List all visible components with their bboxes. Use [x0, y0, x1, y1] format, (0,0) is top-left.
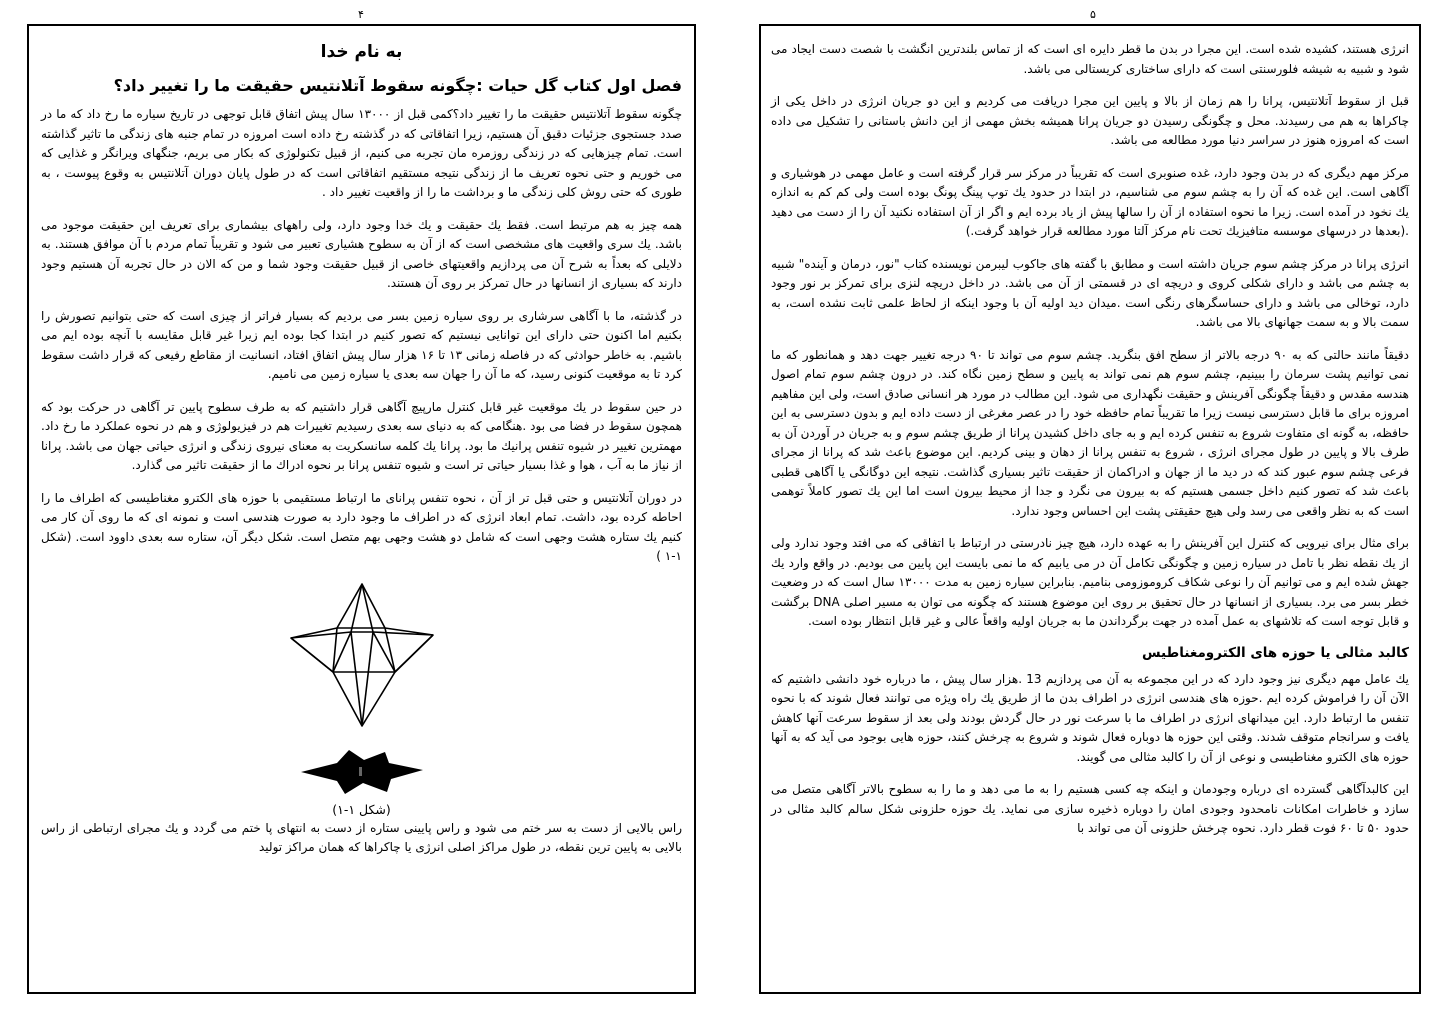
- right-page: [759, 24, 1421, 994]
- paragraph: قبل از سقوط آتلانتیس، پرانا را هم زمان از بالا و پایین این مجرا دریافت می کردیم و این دو جریان انرژی در داخل یکی از چاکراها به هم می رسیدند. محل و چگونگی رسیدن دو جریان پرانا همیشه بخش مهمی از این دانش باستانی را تشکیل می داده است که امروزه هنوز در سراسر دنیا مورد مطالعه می باشد.: [771, 94, 1409, 147]
- paragraph: انرژی پرانا در مرکز چشم سوم جریان داشته است و مطابق با گفته های جاکوب لیبرمن نویسنده کتاب "نور، درمان و آینده" شبیه به چشم می باشد و دارای شکلی کروی و دریچه ای در قسمتی از آن می باشد. در داخل دریچه لنزی برای تمرکز بر نور وجود دارد، توخالی می باشد و دارای حساسگرهای رنگی است .میدان دید اولیه آن با وجود اینکه از لحاظ علمی ثابت نشده است، به سمت بالا و به سمت جهانهای بالا می باشد.: [771, 256, 1409, 329]
- star-silhouette-icon: [297, 748, 427, 796]
- paragraph: همه چیز به هم مرتبط است. فقط یك حقیقت و یك خدا وجود دارد، ولی راههای بیشماری برای تعریف این حقیقت موجود می باشد. یك سری واقعیت های مشخصی است که از آن به سطوح هشیاری تعبیر می شود و تقریباً تمام مردم با آن موافق هستند. به دلایلی که بعداً به شرح آن می پردازیم واقعیتهای خاصی از قبیل حقیقت وجود شما و من که الان در حال تجربه آن هستیم وجود دارند که بسیاری از انسانها در حال تمرکز بر روی آن هستند.: [41, 217, 682, 290]
- paragraph: در گذشته، ما با آگاهی سرشاری بر روی سیاره زمین بسر می بردیم که بسیار فراتر از چیزی است که حتی بتوانیم تصورش را بکنیم اما اکنون حتی دارای این توانایی نیستیم که تصور کنیم در ابتدا کجا بوده ایم زیرا غیر قابل مقایسه با آنچه بوده ایم می باشیم. به خاطر حوادثی که در فاصله زمانی ۱۳ تا ۱۶ هزار سال پیش اتفاق افتاد، انسانیت از مقاطع رفیعی که قرار داشت سقوط کرد تا به موقعیت کنونی رسید، که ما آن را جهان سه بعدی یا سیاره زمین می نامیم.: [41, 308, 682, 381]
- paragraph: چگونه سقوط آتلانتیس حقیقت ما را تغییر داد؟کمی قبل از ۱۳۰۰۰ سال پیش اتفاق قابل توجهی در تاریخ سیاره ما رخ داد که ما در صدد جستجوی جزئیات دقیق آن هستیم، زیرا اتفاقاتی که در گذشته رخ داده است امروزه در تمام جنبه های زندگی ما تاثیر گذاشته است. تمام چیزهایی که در زندگی روزمره مان تجربه می کنیم، از قبیل تکنولوژی که بکار می بریم، جنگهای ویرانگر و غذایی که می خوریم و حتی نحوه تعریف ما از زندگی نتیجه مستقیم اتفاقاتی است که در طول پایان دوران آتلانتیس به وقوع پیوست ، به طوری که حتی روش کلی زندگی ما و برداشت ما را از واقعیت تغییر داد .: [41, 107, 682, 199]
- chapter-title: فصل اول کتاب گل حیات :چگونه سقوط آتلانتیس حقیقت ما را تغییر داد؟: [113, 76, 682, 95]
- page-number-right: ۵: [1090, 8, 1096, 21]
- page-number-left: ۴: [358, 8, 364, 21]
- paragraph: برای مثال برای نیرویی که کنترل این آفرینش را به عهده دارد، هیچ چیز نادرستی در ارتباط با اتفاقی که می افتد وجود ندارد ولی از یك نقطه نظر با تامل در سیاره زمین و چگونگی تکامل آن در می یابیم که ما نمی بایست این پایین می بودیم. در واقع وارد یك جهش شده ایم و می توانیم آن را نوعی شکاف کروموزومی بنامیم. بنابراین سیاره زمین به مدت ۱۳۰۰۰ سال است که در وضعیت خطر بسر می برد. بسیاری از انسانها در حال تحقیق بر روی این موضوع هستند که چگونه می توان به مسیر اصلی DNA برگشت و قابل توجه است که تلاشهای به عمل آمده در جهت برگرداندن ما به جریان اولیه واقعاً عالی و غیر قابل انتظار بوده است.: [771, 536, 1410, 628]
- left-page: [27, 24, 696, 994]
- paragraph: انرژی هستند، کشیده شده است. این مجرا در بدن ما قطر دایره ای است که از تماس بلندترین انگشت با شصت دست ایجاد می شود و شبیه به شیشه فلورسنتی است که دارای ساختاری کریستالی می باشد.: [771, 42, 1409, 76]
- figure-caption: (شکل ۱-۱): [332, 801, 391, 817]
- star-silhouette-figure: [41, 748, 682, 800]
- paragraph: در دوران آتلانتیس و حتی قبل تر از آن ، نحوه تنفس پرانای ما ارتباط مستقیمی با حوزه های الکترو مغناطیسی که اطراف ما را احاطه کرده بود، داشت. تمام ابعاد انرژی که در اطراف ما وجود دارد به صورت هندسی است و نمونه ای که ما روی آن کار می کنیم یك ستاره هشت وجهی است که شامل دو هشت وجهی بهم متصل است. شکل دیگر آن، ستاره سه بعدی داوود است. (شکل ۱-۱ ): [41, 490, 682, 563]
- star-tetrahedron-icon: [287, 580, 437, 730]
- paragraph: راس بالایی از دست به سر ختم می شود و راس پایینی ستاره از دست به انتهای پا ختم می گردد و یك مجرای ارتباطی از راس بالایی به پایین ترین نقطه، در طول مراکز اصلی انرژی یا چاکراها که همان مراکز تولید: [41, 820, 682, 854]
- page-title: به نام خدا: [320, 42, 403, 62]
- paragraph: دقیقاً مانند حالتی که به ۹۰ درجه بالاتر از سطح افق بنگرید. چشم سوم می تواند تا ۹۰ درجه تغییر جهت دهد و همانطور که ما نمی توانیم پشت سرمان را ببینیم، چشم سوم هم نمی تواند به پایین و سطح زمین نگاه کند. در درون چشم سوم تمام اصول هندسه مقدس و دقیقاً چگونگی آفرینش و حقیقت نگهداری می شود. این مطالب در مورد هر انسانی صادق است، ولی این مفاهیم امروزه برای ما قابل دسترسی نیست زیرا ما تقریباً تمام حافظه خود را در عصر مغرغی از دست داده ایم و بدون دسترسی به این حافظه، به گونه ای متفاوت شروع به تنفس کرده ایم و به جای داخل کشیدن پرانا از طریق چشم سوم و به جریان در آوردن آن به طرف بالا و پایین در طول مجرای انرژی ، شروع به تنفس پرانا از دهان و بینی کردیم. این موضوع باعث شد که پرانا از مجرای فرعی چشم سوم عبور کند که در دید ما از جهان و ادراکمان از حقیقت تاثیر بسیاری گذاشت. نتیجه این دوگانگی یا آگاهی قطبی باعث شد که تصور کنیم داخل جسمی هستیم که به بیرون می نگرد و جدا از محیط بیرون است اما این یك تصور کاملاً توهمی است که به نظر واقعی می رسد ولی هیچ حقیقتی پشت این احساس وجود ندارد.: [771, 347, 1410, 518]
- paragraph: یك عامل مهم دیگری نیز وجود دارد که در این مجموعه به آن می پردازیم 13 .هزار سال پیش ، ما درباره خود دانشی داشتیم که الآن آن را فراموش کرده ایم .حوزه های هندسی انرژی در اطراف بدن ما از طریق یك راه ویژه می توانند فعال شوند که با نحوه تنفس ما ارتباط دارد. این میدانهای انرژی در اطراف ما با سرعت نور در حال گردش بودند ولی بعد از سقوط سرعت آنها کاهش یافت و سرانجام متوقف شدند. وقتی این حوزه ها دوباره فعال شوند و شروع به چرخش کنند، حوزه هایی بوجود می آید که به آنها حوزه های الکترو مغناطیسی و نوعی از آن را کالبد مثالی می گویند.: [771, 671, 1409, 764]
- paragraph: در حین سقوط در یك موقعیت غیر قابل کنترل مارپیچ آگاهی قرار داشتیم که به طرف سطوح پایین تر آگاهی در حرکت بود که همچون سقوط در فضا می بود .هنگامی که به دنیای سه بعدی رسیدیم تغییرات هم در فیزیولوژی و هم در نحوه عملکرد ما رخ داد. مهمترین تغییر در شیوه تنفس پرانیك ما بود. پرانا یك کلمه سانسکریت به معنای نیروی زندگی و انرژی حیاتی جهان می باشد. پرانا از نیاز ما به آب ، هوا و غذا بسیار حیاتی تر است و شیوه تنفس پرانا بر نحوه ادراك ما از حقیقت تاثیر می گذارد.: [41, 399, 682, 472]
- section-heading: کالبد مثالی یا حوزه های الکترومغناطیس: [1141, 644, 1409, 661]
- star-tetrahedron-figure: [41, 580, 682, 734]
- paragraph: مرکز مهم دیگری که در بدن وجود دارد، غده صنوبری است که تقریباً در مرکز سر قرار گرفته است و عامل مهمی در هوشیاری و آگاهی است. این غده که آن را به چشم سوم می شناسیم، در ابتدا در حدود یك توپ پینگ پونگ بوده است ولی کم کم به اندازه یك نخود در آمده است. زیرا ما نحوه استفاده از آن را سالها پیش از یاد برده ایم و اگر از آن استفاده نکنید آن را از دست می دهید .(بعدها در درسهای موسسه متافیزیك تحت نام مرکز آلتا مورد مطالعه قرار خواهد گرفت.): [771, 165, 1409, 238]
- paragraph: این کالبدآگاهی گسترده ای درباره وجودمان و اینکه چه کسی هستیم را به ما می دهد و ما را به سطوح بالاتر آگاهی متصل می سازد و خاطرات امکانات نامحدود وجودی امان را دوباره ذخیره سازی می نماید. یك حوزه حلزونی شکل سالم کالبد مثالی در حدود ۵۰ تا ۶۰ فوت قطر دارد. نحوه چرخش حلزونی آن می تواند با: [771, 782, 1409, 835]
